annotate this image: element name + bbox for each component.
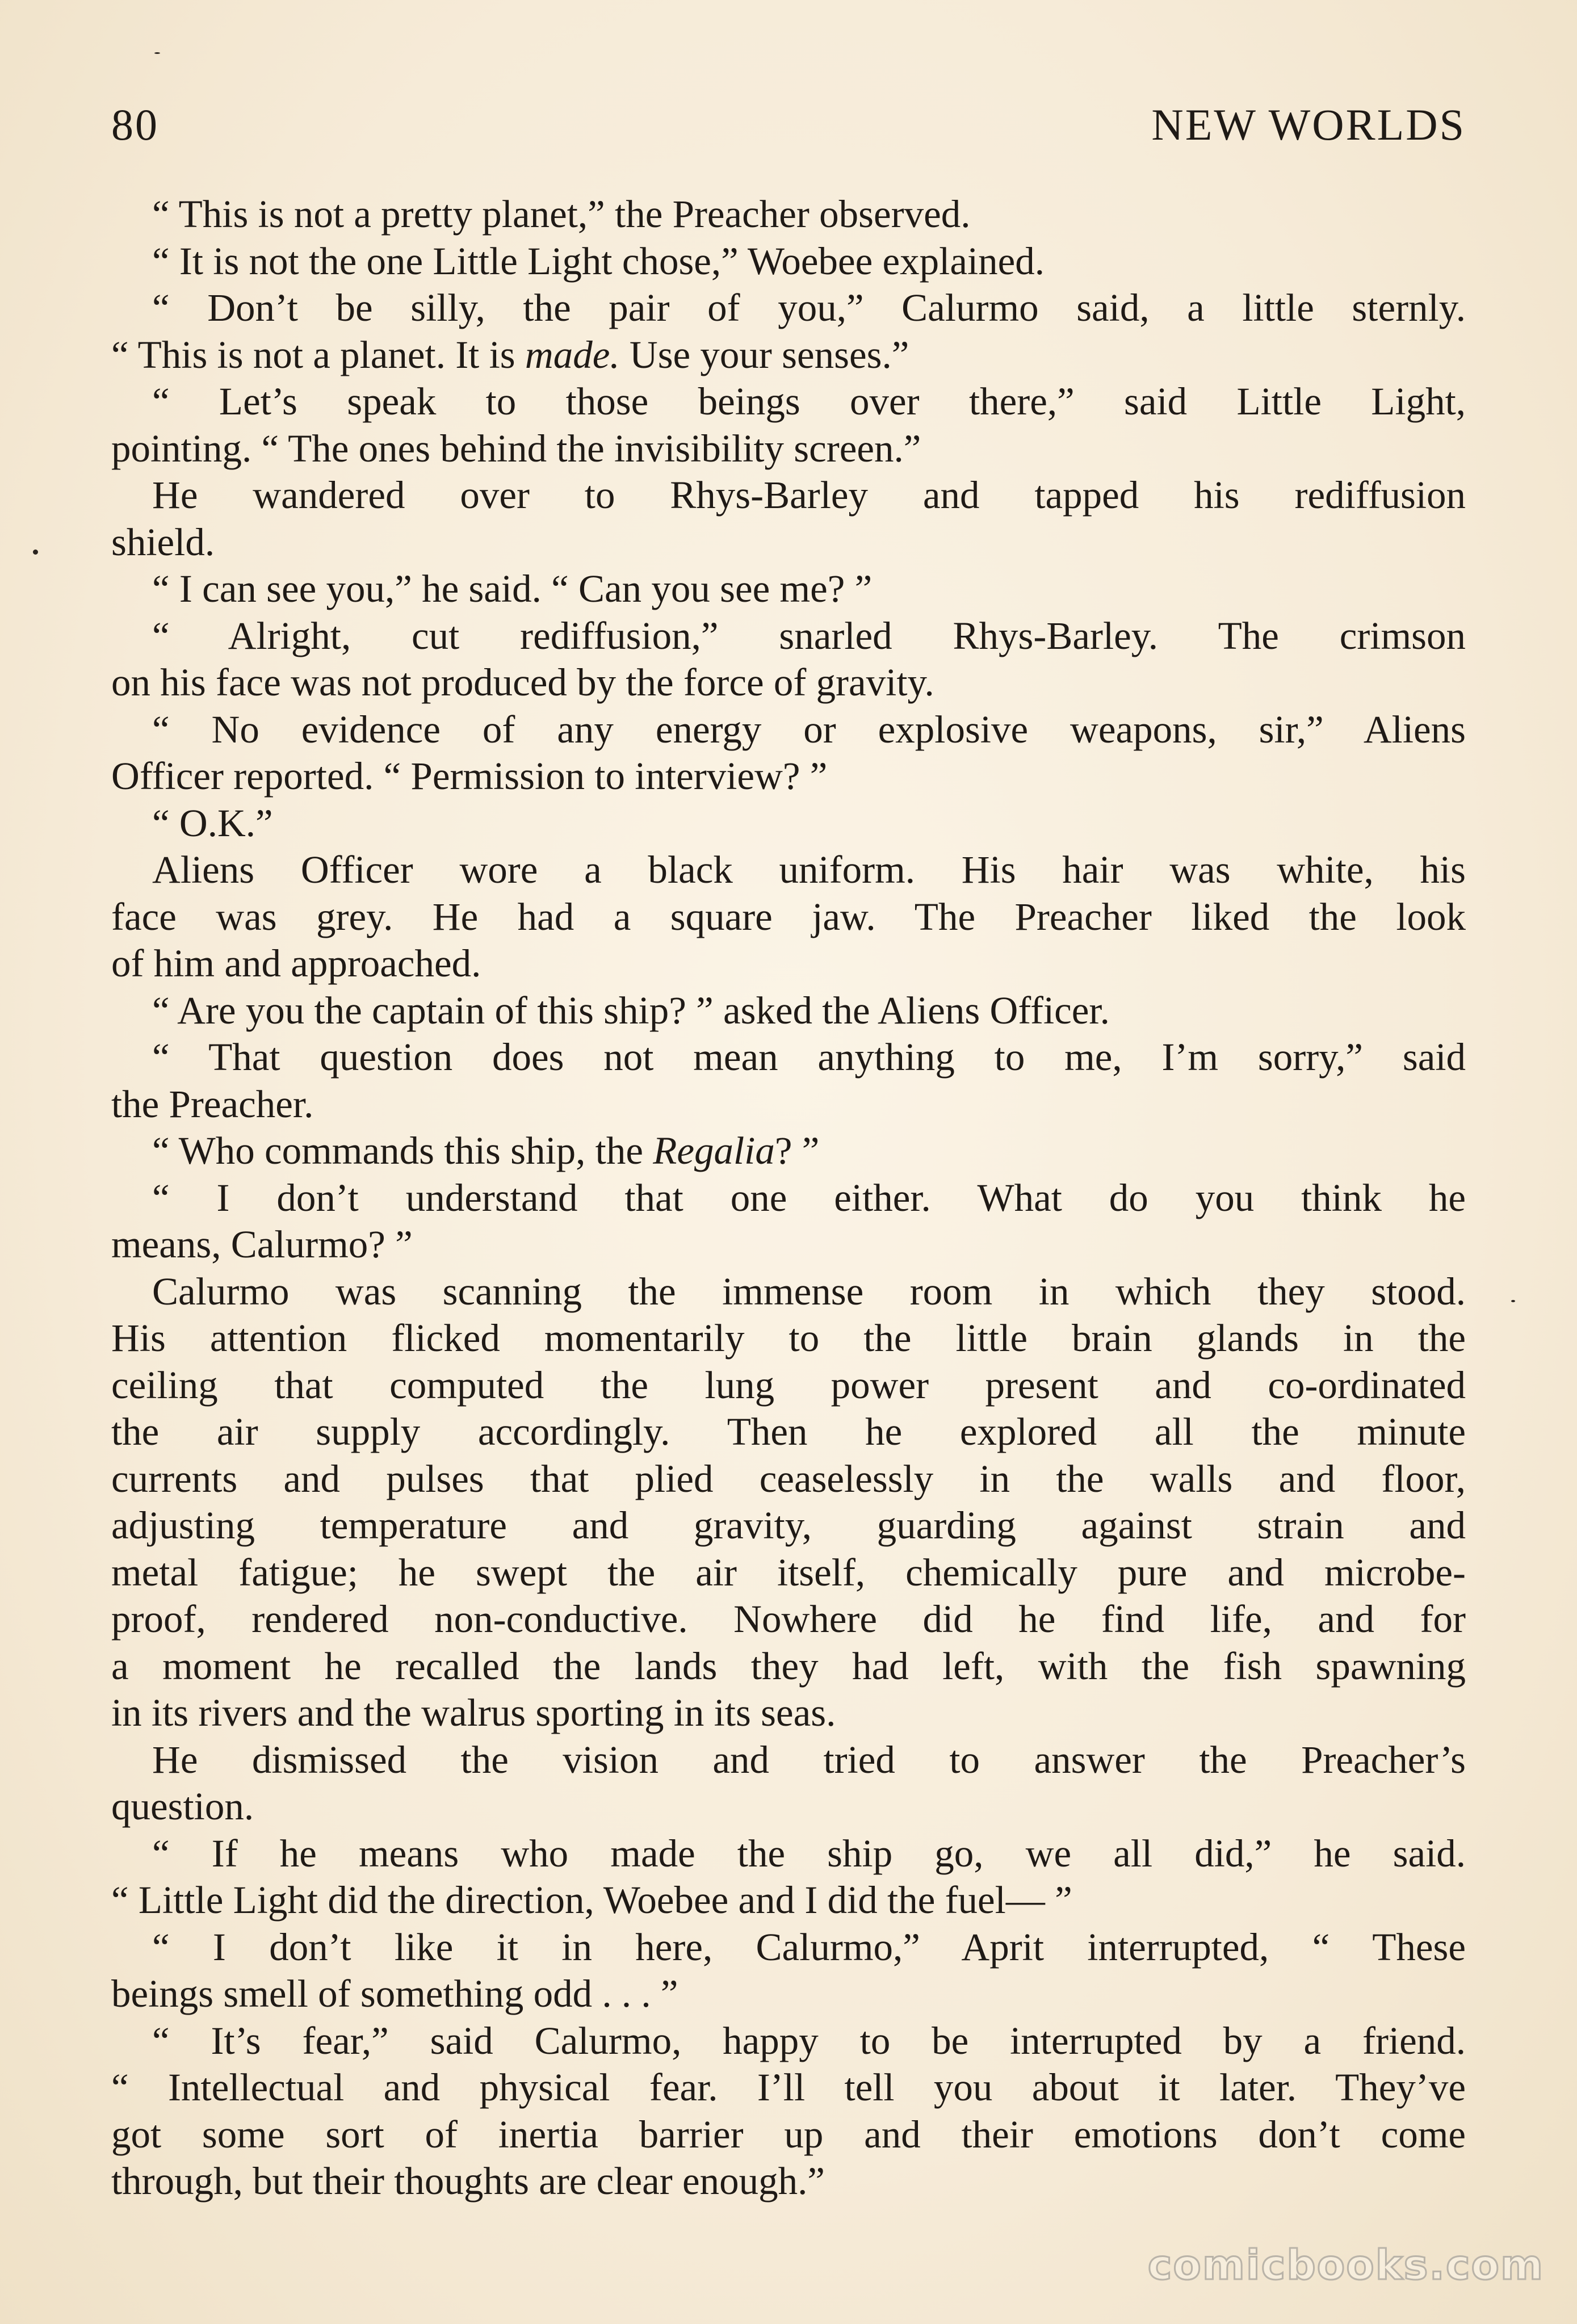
text-line: a moment he recalled the lands they had left, with the fish spawning (111, 1644, 1466, 1688)
text-line: metal fatigue; he swept the air itself, chemically pure and microbe- (111, 1550, 1466, 1594)
text-line: currents and pulses that plied ceaselessly in the walls and floor, (111, 1457, 1466, 1500)
text-line: “ If he means who made the ship go, we all did,” he said. (152, 1831, 1466, 1875)
text-line: “ No evidence of any energy or explosive weapons, sir,” Aliens (152, 707, 1466, 751)
text-line: He dismissed the vision and tried to answer the Preacher’s (152, 1738, 1466, 1781)
print-speck (154, 52, 160, 54)
text-line: “ Little Light did the direction, Woebee and I did the fuel— ” (111, 1878, 1072, 1922)
text-line: pointing. “ The ones behind the invisibility screen.” (111, 426, 921, 470)
print-speck (33, 549, 38, 555)
text-line: adjusting temperature and gravity, guarding against strain and (111, 1504, 1466, 1547)
text-line: “ That question does not mean anything to me, I’m sorry,” said (152, 1035, 1466, 1079)
print-speck (1511, 1300, 1515, 1302)
text-line: “ Don’t be silly, the pair of you,” Calurmo said, a little sternly. (152, 286, 1466, 329)
text-line: the air supply accordingly. Then he explored all the minute (111, 1410, 1466, 1453)
text-line: “ It is not the one Little Light chose,” Woebee explained. (152, 239, 1045, 283)
text-line: “ This is not a pretty planet,” the Preacher observed. (152, 192, 971, 236)
journal-title: NEW WORLDS (1151, 100, 1466, 149)
text-line: His attention flicked momentarily to the little brain glands in the (111, 1316, 1466, 1360)
text-line: He wandered over to Rhys-Barley and tapped his rediffusion (152, 473, 1466, 517)
text-line: “ I don’t like it in here, Calurmo,” Aprit interrupted, “ These (152, 1925, 1466, 1969)
text-line: beings smell of something odd . . . ” (111, 1972, 678, 2015)
text-line: ceiling that computed the lung power present and co-ordinated (111, 1363, 1466, 1407)
text-line: Calurmo was scanning the immense room in which they stood. (152, 1269, 1466, 1313)
text-line: “ Who commands this ship, the Regalia? ” (152, 1129, 820, 1172)
text-line: “ Are you the captain of this ship? ” asked the Aliens Officer. (152, 988, 1110, 1032)
text-line: got some sort of inertia barrier up and their emotions don’t come (111, 2112, 1466, 2156)
page-number: 80 (111, 100, 159, 149)
text-line: “ I can see you,” he said. “ Can you see me? ” (152, 567, 873, 610)
text-line: on his face was not produced by the force of gravity. (111, 661, 934, 704)
text-line: “ I don’t understand that one either. What do you think he (152, 1176, 1466, 1219)
text-line: Aliens Officer wore a black uniform. His hair was white, his (152, 848, 1466, 891)
text-line: “ O.K.” (152, 801, 273, 845)
text-line: “ Intellectual and physical fear. I’ll tell you about it later. They’ve (111, 2066, 1466, 2109)
text-line: of him and approached. (111, 942, 481, 985)
body-text (111, 191, 1466, 2205)
text-line: means, Calurmo? ” (111, 1223, 413, 1266)
text-line: “ Alright, cut rediffusion,” snarled Rhys-Barley. The crimson (152, 614, 1466, 657)
text-line: in its rivers and the walrus sporting in its seas. (111, 1691, 836, 1734)
text-line: proof, rendered non-conductive. Nowhere did he find life, and for (111, 1597, 1466, 1641)
text-line: shield. (111, 520, 215, 564)
text-line: question. (111, 1785, 254, 1828)
text-line: “ Let’s speak to those beings over there,” said Little Light, (152, 380, 1466, 423)
watermark-logo: comicbooks.com (1147, 2241, 1544, 2289)
text-line: face was grey. He had a square jaw. The Preacher liked the look (111, 895, 1466, 938)
text-line: “ It’s fear,” said Calurmo, happy to be interrupted by a friend. (152, 2019, 1466, 2062)
text-line: through, but their thoughts are clear enough.” (111, 2159, 825, 2203)
text-line: “ This is not a planet. It is made. Use your senses.” (111, 333, 909, 376)
text-line: Officer reported. “ Permission to interview? ” (111, 754, 828, 798)
text-line: the Preacher. (111, 1082, 314, 1126)
running-head (111, 94, 1466, 156)
